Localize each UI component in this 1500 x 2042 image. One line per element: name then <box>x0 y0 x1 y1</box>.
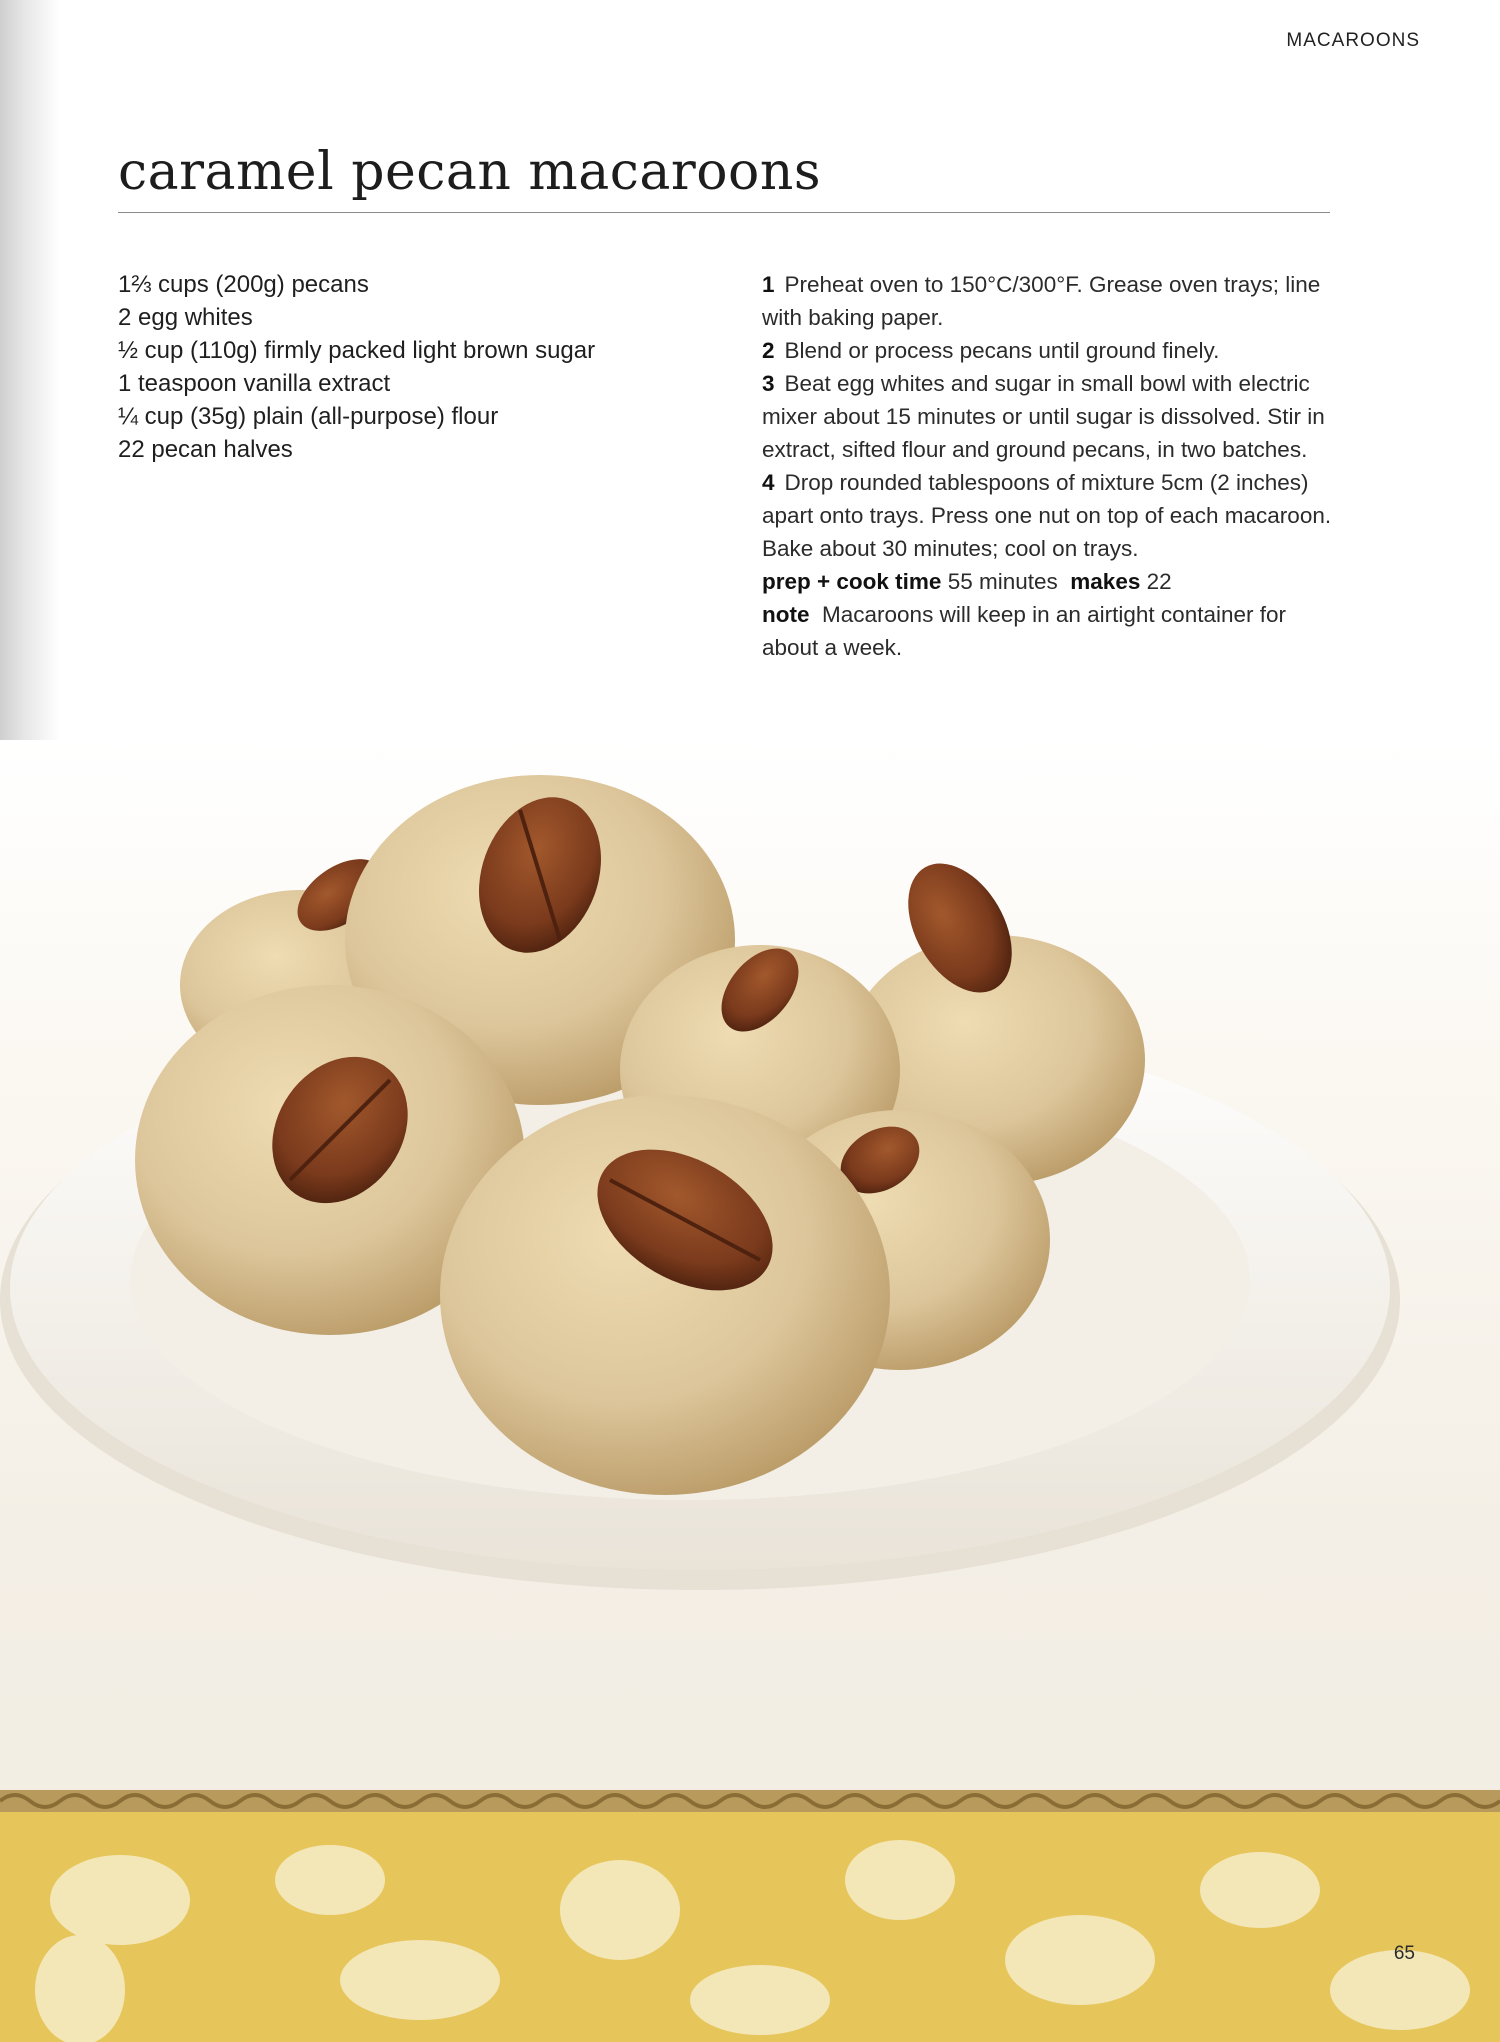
ingredient-item: 22 pecan halves <box>118 436 293 463</box>
step-text: Blend or process pecans until ground finely. <box>784 338 1220 363</box>
step-number: 4 <box>762 470 775 495</box>
makes-label: makes <box>1070 569 1141 594</box>
step-text: Beat egg whites and sugar in small bowl with electric mixer about 15 minutes or until sugar is dissolved. Stir in extract, sifted flour and ground pecans, in two batches. <box>762 371 1325 462</box>
step-number: 1 <box>762 272 775 297</box>
recipe-photo <box>0 740 1500 2042</box>
braided-trim <box>0 1790 1500 1812</box>
prep-value: 55 minutes <box>947 569 1058 594</box>
method-step <box>762 334 1342 367</box>
recipe-title: caramel pecan macaroons <box>118 142 822 202</box>
step-text: Preheat oven to 150°C/300°F. Grease oven trays; line with baking paper. <box>762 272 1321 330</box>
step-number: 3 <box>762 371 775 396</box>
method-step <box>762 367 1342 466</box>
ingredients-list <box>118 268 678 466</box>
recipe-timing <box>762 565 1342 598</box>
step-text: Drop rounded tablespoons of mixture 5cm (2 inches) apart onto trays. Press one nut on top of each macaroon. Bake about 30 minutes; cool on trays. <box>762 470 1332 561</box>
recipe-note <box>762 598 1342 664</box>
ingredient-item: 2 egg whites <box>118 304 253 331</box>
ingredient-item: ½ cup (110g) firmly packed light brown sugar <box>118 337 596 364</box>
makes-value: 22 <box>1146 569 1172 594</box>
note-text: Macaroons will keep in an airtight container for about a week. <box>762 602 1287 660</box>
step-number: 2 <box>762 338 775 363</box>
ingredient-item: 1⅔ cups (200g) pecans <box>118 271 369 298</box>
title-rule <box>118 212 1330 213</box>
method-steps <box>762 268 1342 664</box>
prep-label: prep + cook time <box>762 569 942 594</box>
ingredient-item: ¼ cup (35g) plain (all-purpose) flour <box>118 403 499 430</box>
section-header: MACAROONS <box>1286 30 1420 51</box>
method-step <box>762 466 1342 565</box>
method-step <box>762 268 1342 334</box>
macaroon <box>440 1095 890 1495</box>
ingredient-item: 1 teaspoon vanilla extract <box>118 370 391 397</box>
tablecloth <box>0 1812 1500 2042</box>
page-number: 65 <box>1393 1943 1415 1964</box>
note-label: note <box>762 602 810 627</box>
